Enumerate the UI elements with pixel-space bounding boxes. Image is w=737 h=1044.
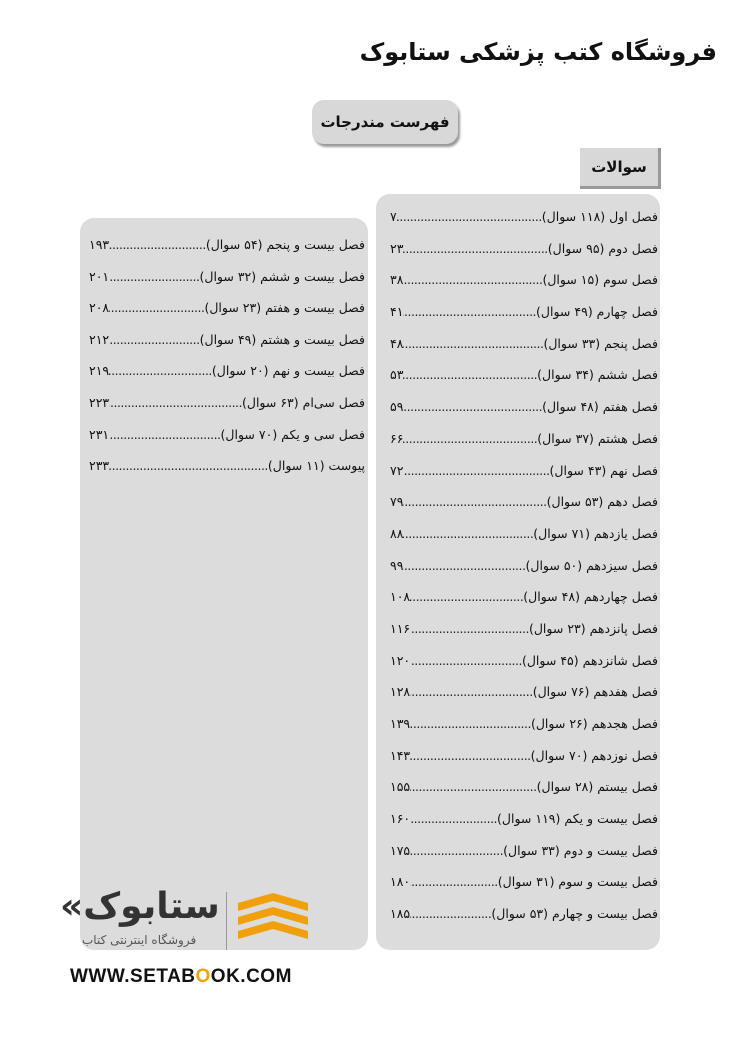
toc-entry-title: فصل بیست و دوم (۳۳ سوال) <box>503 842 658 858</box>
dot-leader <box>109 300 204 315</box>
toc-entry[interactable] <box>390 209 658 241</box>
toc-entry[interactable] <box>390 589 658 621</box>
toc-entry-title: فصل بیست و یکم (۱۱۹ سوال) <box>497 811 658 827</box>
toc-entry-title: فصل چهارم (۴۹ سوال) <box>536 304 658 320</box>
toc-entry-page: ۱۸۰ <box>390 874 411 890</box>
toc-entry[interactable] <box>390 716 658 748</box>
toc-entry[interactable] <box>89 458 365 490</box>
toc-entry-title: فصل سی‌ام (۶۳ سوال) <box>242 394 365 410</box>
dot-leader <box>403 558 525 573</box>
toc-entry[interactable] <box>390 367 658 399</box>
toc-entry-page: ۲۱۹ <box>89 363 110 379</box>
url-accent-letter: O <box>195 966 211 987</box>
toc-entry[interactable] <box>390 336 658 368</box>
toc-entry[interactable] <box>89 427 365 459</box>
toc-entry-title: فصل یازدهم (۷۱ سوال) <box>533 525 658 541</box>
dot-leader <box>109 269 199 284</box>
toc-entry-page: ۸۸ <box>390 525 404 541</box>
toc-entry-page: ۱۱۶ <box>390 620 411 636</box>
toc-entry[interactable] <box>390 906 658 938</box>
toc-entry-title: فصل پنجم (۳۳ سوال) <box>543 335 658 351</box>
website-url[interactable] <box>70 966 292 988</box>
toc-entry[interactable] <box>390 526 658 558</box>
toc-entry[interactable] <box>390 304 658 336</box>
toc-entry[interactable] <box>390 494 658 526</box>
toc-entry-title: فصل دهم (۵۳ سوال) <box>546 494 658 510</box>
toc-entry-title: فصل هفدهم (۷۶ سوال) <box>532 684 658 700</box>
dot-leader <box>410 621 529 636</box>
toc-entry[interactable] <box>390 621 658 653</box>
toc-entry[interactable] <box>89 363 365 395</box>
dot-leader <box>410 843 503 858</box>
toc-list-right <box>390 209 658 938</box>
toc-entry-title: فصل هفتم (۴۸ سوال) <box>542 399 658 415</box>
toc-entry[interactable] <box>390 558 658 590</box>
toc-entry-title: فصل بیست و پنجم (۵۴ سوال) <box>205 237 365 252</box>
toc-entry-title: فصل بیست و هشتم (۴۹ سوال) <box>199 331 365 347</box>
toc-entry-title: فصل نوزدهم (۷۰ سوال) <box>530 747 658 763</box>
logo-subtitle: فروشگاه اینترنتی کتاب <box>82 933 197 947</box>
url-part: OK.COM <box>210 966 292 987</box>
toc-entry-title: فصل سوم (۱۵ سوال) <box>542 272 658 288</box>
dot-leader <box>397 209 542 224</box>
toc-list-left <box>89 237 365 490</box>
section-heading-questions: سوالات <box>580 148 661 189</box>
toc-entry-page: ۱۲۰ <box>390 652 411 668</box>
logo-wordmark: «ستابوک <box>60 886 220 927</box>
toc-entry-title: فصل اول (۱۱۸ سوال) <box>541 209 658 224</box>
dot-leader <box>403 367 537 382</box>
dot-leader <box>410 589 523 604</box>
toc-entry-page: ۲۳۱ <box>89 426 110 442</box>
toc-entry[interactable] <box>390 843 658 875</box>
dot-leader <box>403 304 536 319</box>
toc-entry-title: فصل چهاردهم (۴۸ سوال) <box>523 589 658 605</box>
toc-entry[interactable] <box>390 431 658 463</box>
toc-entry-page: ۲۲۳ <box>89 394 110 410</box>
dot-leader <box>403 526 533 541</box>
toc-entry-page: ۷۲ <box>390 462 404 478</box>
toc-entry-title: فصل بیست و نهم (۲۰ سوال) <box>211 363 365 379</box>
toc-entry-title: فصل نهم (۴۳ سوال) <box>549 462 658 478</box>
toc-entry-title: فصل سیزدهم (۵۰ سوال) <box>525 557 658 573</box>
toc-entry-title: فصل بیست و هفتم (۲۳ سوال) <box>204 300 365 316</box>
url-part: WWW.SETAB <box>70 966 196 987</box>
toc-entry-page: ۲۱۲ <box>89 331 110 347</box>
toc-entry-page: ۲۰۱ <box>89 268 110 284</box>
toc-entry-page: ۱۰۸ <box>390 589 411 605</box>
dot-leader <box>109 363 212 378</box>
dot-leader <box>403 336 543 351</box>
dot-leader <box>109 332 199 347</box>
toc-entry-page: ۶۶ <box>390 430 404 446</box>
dot-leader <box>410 748 531 763</box>
toc-entry[interactable] <box>390 463 658 495</box>
toc-entry[interactable] <box>89 300 365 332</box>
toc-entry-page: ۱۴۳ <box>390 747 411 763</box>
toc-entry[interactable] <box>390 684 658 716</box>
toc-entry-page: ۱۷۵ <box>390 842 411 858</box>
dot-leader <box>403 399 542 414</box>
toc-entry[interactable] <box>89 332 365 364</box>
toc-heading-badge: فهرست مندرجات <box>312 100 458 144</box>
toc-entry-title: فصل هشتم (۳۷ سوال) <box>537 430 658 446</box>
toc-entry[interactable] <box>390 874 658 906</box>
toc-entry[interactable] <box>390 748 658 780</box>
toc-entry-page: ۵۹ <box>390 399 404 415</box>
toc-entry-title: فصل سی و یکم (۷۰ سوال) <box>220 426 365 442</box>
toc-entry[interactable] <box>390 811 658 843</box>
toc-entry-page: ۴۸ <box>390 335 404 351</box>
dot-leader <box>410 874 498 889</box>
toc-entry-title: فصل شانزدهم (۴۵ سوال) <box>521 652 658 668</box>
toc-entry-page: ۱۶۰ <box>390 811 411 827</box>
dot-leader <box>410 653 522 668</box>
toc-entry-page: ۵۳ <box>390 367 404 383</box>
dot-leader <box>109 237 206 252</box>
dot-leader <box>403 272 542 287</box>
toc-entry-title: فصل بیست و چهارم (۵۳ سوال) <box>491 906 658 922</box>
toc-entry-title: فصل ششم (۳۴ سوال) <box>537 367 658 383</box>
dot-leader <box>109 395 242 410</box>
toc-entry[interactable] <box>89 395 365 427</box>
dot-leader <box>410 779 536 794</box>
dot-leader <box>403 241 547 256</box>
dot-leader <box>410 716 531 731</box>
toc-entry[interactable] <box>390 272 658 304</box>
toc-entry[interactable] <box>390 399 658 431</box>
dot-leader <box>109 458 268 473</box>
toc-entry-title: فصل بیست و سوم (۳۱ سوال) <box>497 874 658 890</box>
toc-entry-title: پیوست (۱۱ سوال) <box>267 458 365 474</box>
toc-entry-page: ۱۳۹ <box>390 716 411 731</box>
toc-entry-page: ۲۳۳ <box>89 458 110 474</box>
toc-entry-page: ۱۸۵ <box>390 906 411 922</box>
toc-entry-page: ۲۳ <box>390 240 404 256</box>
toc-entry-page: ۷۹ <box>390 494 404 510</box>
dot-leader <box>403 431 537 446</box>
dot-leader <box>410 906 491 921</box>
toc-entry-title: فصل هجدهم (۲۶ سوال) <box>530 716 658 731</box>
toc-entry-page: ۲۰۸ <box>89 300 110 316</box>
toc-entry-title: فصل دوم (۹۵ سوال) <box>547 240 658 256</box>
toc-entry-page: ۱۵۵ <box>390 779 411 795</box>
toc-entry-page: ۷ <box>390 209 397 224</box>
toc-entry[interactable] <box>89 269 365 301</box>
toc-entry-page: ۳۸ <box>390 272 404 288</box>
toc-entry[interactable] <box>89 237 365 269</box>
dot-leader <box>403 463 549 478</box>
toc-entry[interactable] <box>390 653 658 685</box>
dot-leader <box>403 494 546 509</box>
dot-leader <box>410 684 533 699</box>
toc-entry-page: ۱۹۳ <box>89 237 110 252</box>
toc-entry[interactable] <box>390 779 658 811</box>
toc-entry-title: فصل پانزدهم (۲۳ سوال) <box>528 620 658 636</box>
toc-entry-page: ۴۱ <box>390 304 404 320</box>
toc-entry-title: فصل بیستم (۲۸ سوال) <box>536 779 658 795</box>
store-title: فروشگاه کتب پزشکی ستابوک <box>359 38 717 66</box>
dot-leader <box>410 811 497 826</box>
logo-separator <box>226 892 227 950</box>
toc-entry[interactable] <box>390 241 658 273</box>
setabook-logo-icon <box>234 893 312 949</box>
toc-entry-title: فصل بیست و ششم (۳۲ سوال) <box>199 268 365 284</box>
toc-entry-page: ۹۹ <box>390 557 404 573</box>
toc-entry-page: ۱۲۸ <box>390 684 411 700</box>
dot-leader <box>109 427 220 442</box>
